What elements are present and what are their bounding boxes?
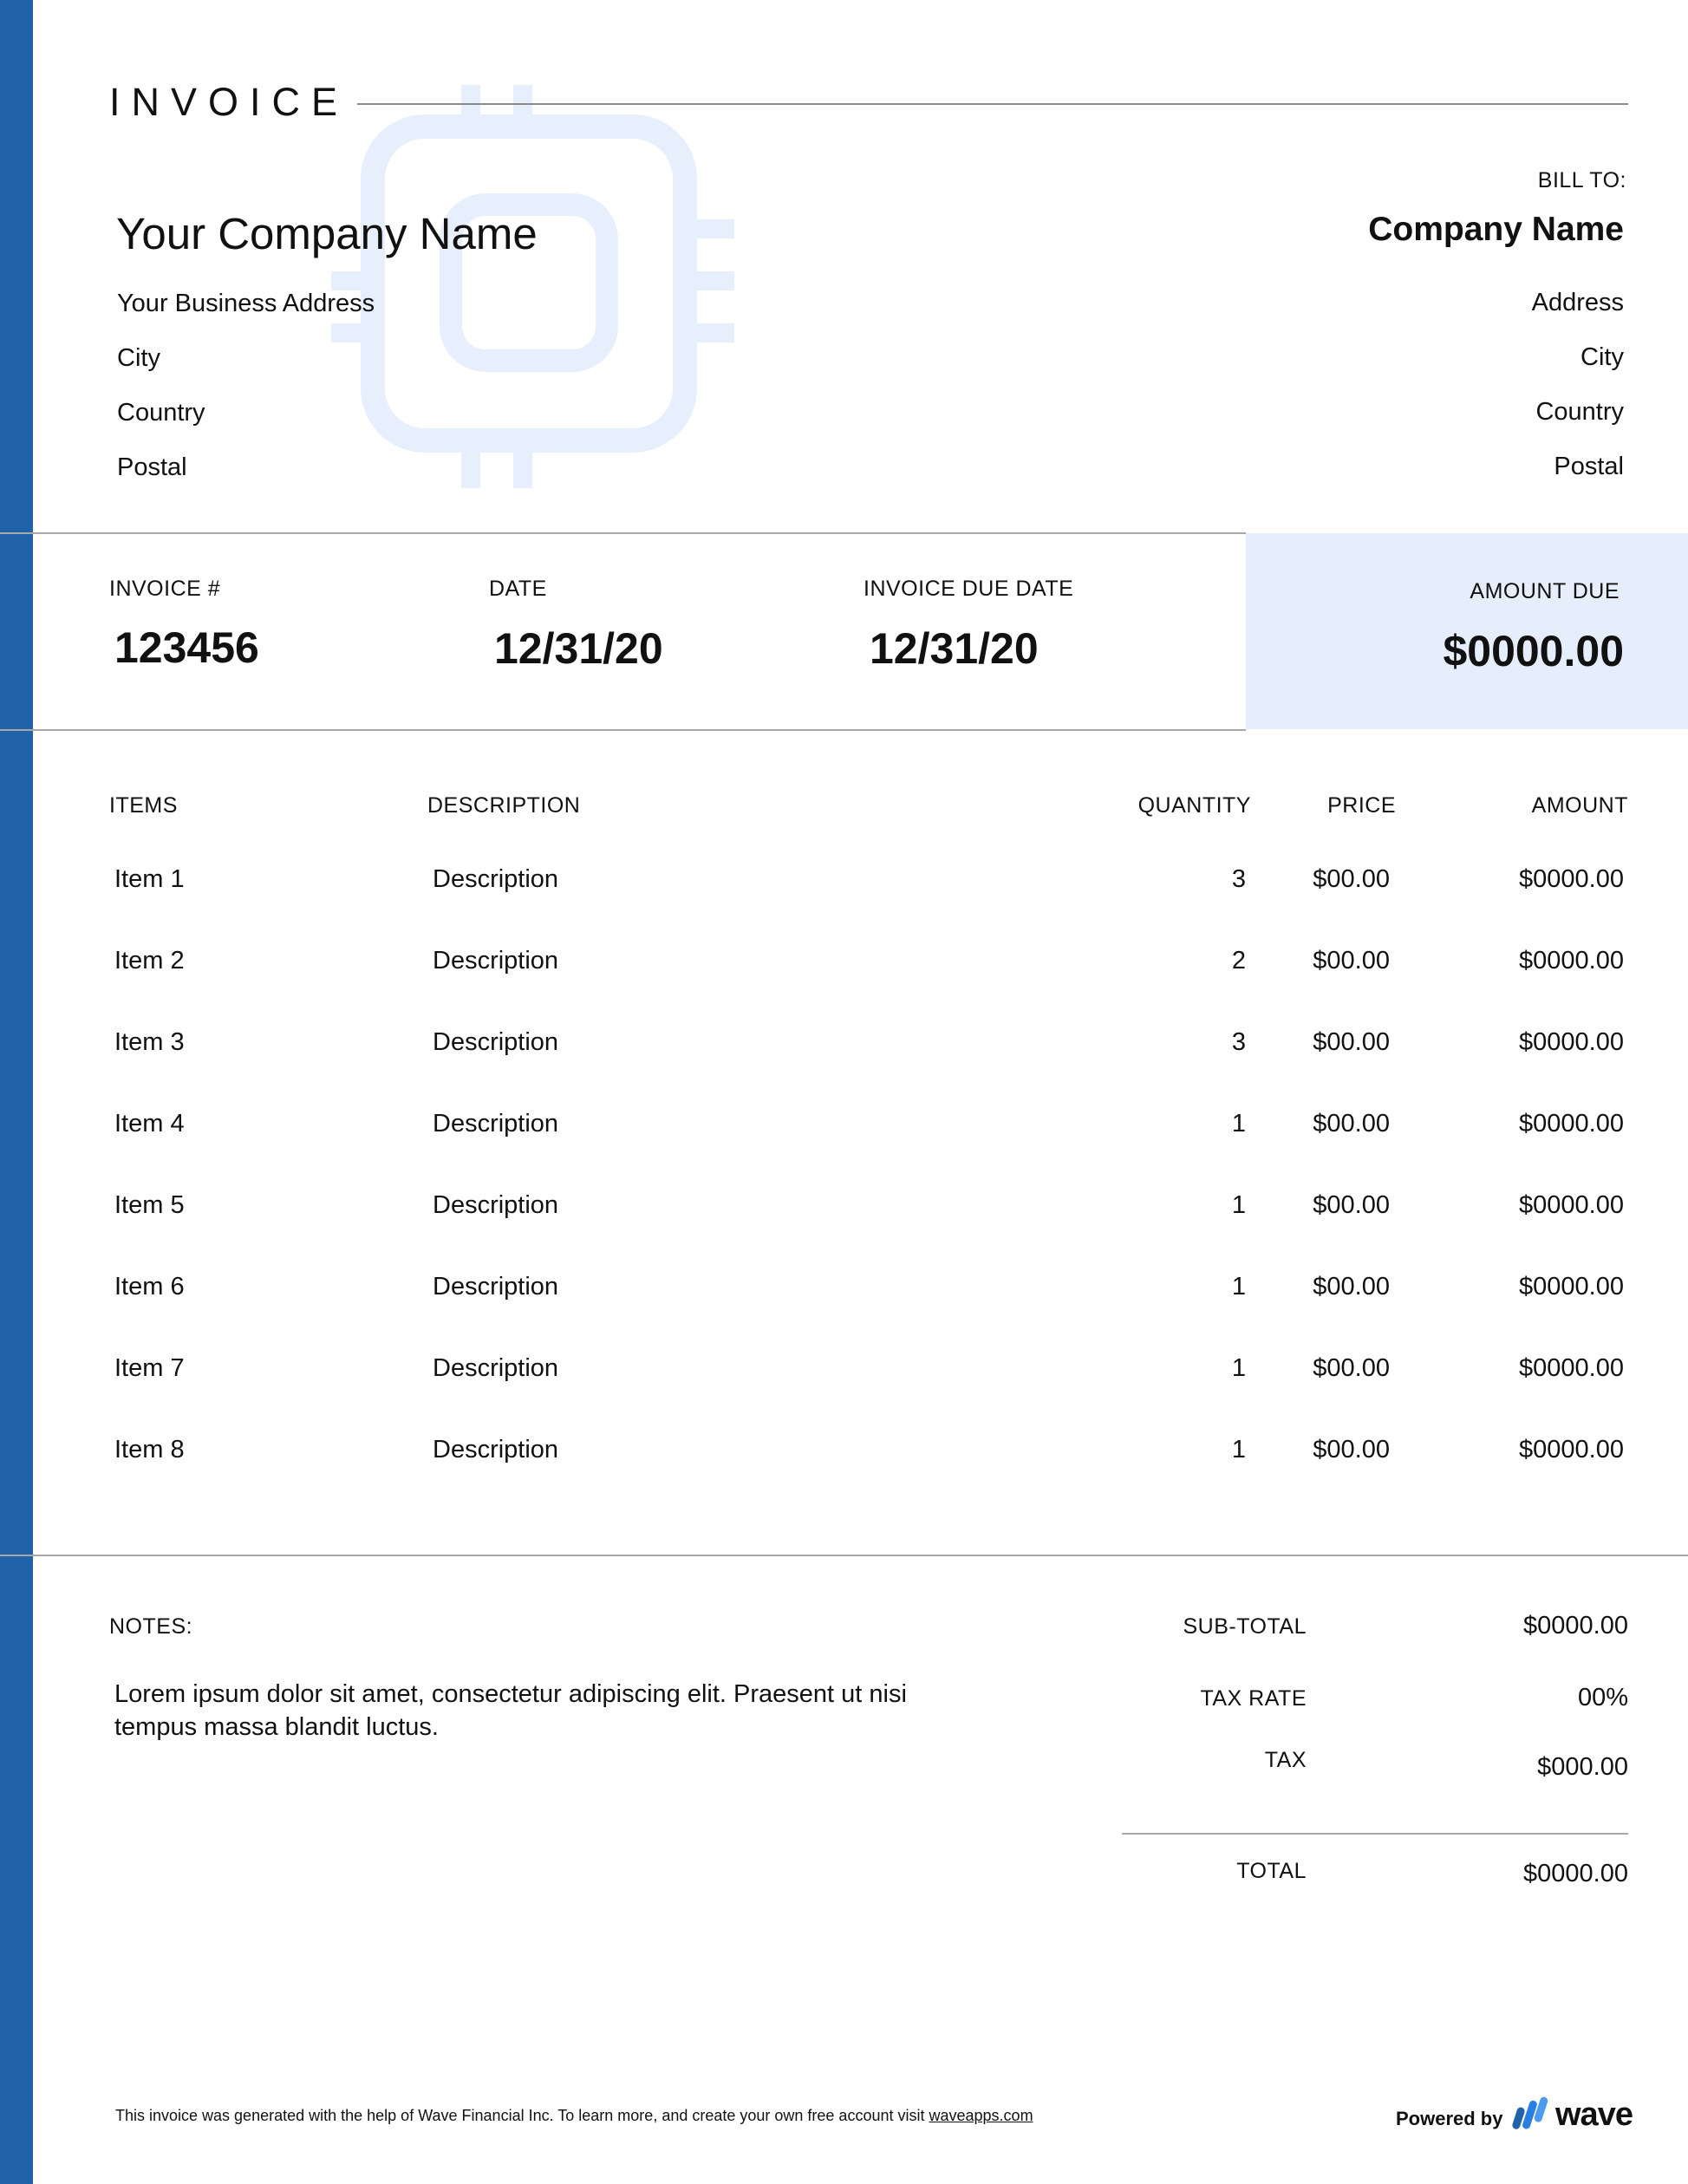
tax-label: TAX bbox=[1264, 1748, 1307, 1772]
amount-due-value: $0000.00 bbox=[1443, 627, 1624, 675]
row-item: Item 4 bbox=[114, 1110, 185, 1138]
notes-text: Lorem ipsum dolor sit amet, consectetur adipiscing elit. Praesent ut nisi tempus massa blandit luctus. bbox=[114, 1680, 907, 1741]
footer-disclaimer bbox=[115, 2107, 1033, 2125]
row-price: $00.00 bbox=[1313, 947, 1390, 975]
due-date-label: INVOICE DUE DATE bbox=[864, 577, 1074, 601]
row-item: Item 8 bbox=[114, 1436, 185, 1464]
row-description: Description bbox=[433, 865, 559, 893]
tax-rate-value: 00% bbox=[1577, 1684, 1628, 1711]
table-row bbox=[0, 865, 1688, 947]
row-item: Item 5 bbox=[114, 1191, 185, 1219]
tax-rate-label: TAX RATE bbox=[1200, 1686, 1307, 1711]
date-label: DATE bbox=[489, 577, 547, 601]
from-country: Country bbox=[117, 399, 205, 427]
row-description: Description bbox=[433, 947, 559, 975]
invoice-number: 123456 bbox=[114, 623, 259, 672]
row-amount: $0000.00 bbox=[1519, 1028, 1624, 1056]
col-description-header: DESCRIPTION bbox=[427, 793, 581, 818]
table-row bbox=[0, 1191, 1688, 1273]
row-quantity: 3 bbox=[1231, 865, 1246, 893]
row-quantity: 1 bbox=[1231, 1273, 1246, 1301]
table-row bbox=[0, 947, 1688, 1028]
row-quantity: 1 bbox=[1231, 1191, 1246, 1219]
row-price: $00.00 bbox=[1313, 1028, 1390, 1056]
row-price: $00.00 bbox=[1313, 1436, 1390, 1464]
row-price: $00.00 bbox=[1313, 1110, 1390, 1138]
row-price: $00.00 bbox=[1313, 1273, 1390, 1301]
table-row bbox=[0, 1028, 1688, 1110]
footer-disclaimer-text: This invoice was generated with the help of Wave Financial Inc. To learn more, and create your own free account visit bbox=[115, 2107, 925, 2124]
wave-logo-icon bbox=[1511, 2096, 1551, 2133]
wave-brand-wordmark: wave bbox=[1555, 2096, 1633, 2133]
row-item: Item 7 bbox=[114, 1354, 185, 1382]
row-amount: $0000.00 bbox=[1519, 1436, 1624, 1464]
waveapps-link[interactable]: waveapps.com bbox=[929, 2107, 1033, 2124]
row-amount: $0000.00 bbox=[1519, 1354, 1624, 1382]
from-address: Your Business Address bbox=[117, 290, 375, 317]
row-item: Item 1 bbox=[114, 865, 185, 893]
tax-value: $000.00 bbox=[1537, 1753, 1628, 1781]
table-row bbox=[0, 1436, 1688, 1517]
col-amount-header: AMOUNT bbox=[1531, 793, 1628, 818]
row-price: $00.00 bbox=[1313, 1191, 1390, 1219]
meta-top-rule bbox=[0, 532, 1246, 534]
row-item: Item 6 bbox=[114, 1273, 185, 1301]
table-row bbox=[0, 1273, 1688, 1354]
header-rule bbox=[357, 103, 1628, 105]
bill-to-country: Country bbox=[1535, 398, 1624, 426]
amount-due-label: AMOUNT DUE bbox=[1470, 579, 1620, 603]
row-quantity: 1 bbox=[1231, 1110, 1246, 1138]
row-amount: $0000.00 bbox=[1519, 1191, 1624, 1219]
subtotal-label: SUB-TOTAL bbox=[1183, 1614, 1307, 1639]
from-company-name: Your Company Name bbox=[116, 209, 538, 258]
row-item: Item 3 bbox=[114, 1028, 185, 1056]
meta-bottom-rule bbox=[0, 729, 1246, 731]
table-bottom-rule bbox=[0, 1555, 1688, 1556]
row-quantity: 1 bbox=[1231, 1436, 1246, 1464]
row-quantity: 2 bbox=[1231, 947, 1246, 975]
col-price-header: PRICE bbox=[1327, 793, 1396, 818]
due-date: 12/31/20 bbox=[870, 624, 1039, 673]
col-quantity-header: QUANTITY bbox=[1137, 793, 1251, 818]
row-description: Description bbox=[433, 1110, 559, 1138]
row-amount: $0000.00 bbox=[1519, 865, 1624, 893]
notes-label: NOTES: bbox=[109, 1614, 193, 1639]
bill-to-label: BILL TO: bbox=[1537, 168, 1626, 192]
row-price: $00.00 bbox=[1313, 1354, 1390, 1382]
totals-rule bbox=[1122, 1833, 1628, 1835]
col-items-header: ITEMS bbox=[109, 793, 178, 818]
row-amount: $0000.00 bbox=[1519, 1273, 1624, 1301]
row-description: Description bbox=[433, 1436, 559, 1464]
from-postal: Postal bbox=[117, 453, 187, 481]
powered-by-label: Powered by bbox=[1396, 2108, 1503, 2129]
subtotal-value: $0000.00 bbox=[1523, 1612, 1628, 1640]
row-quantity: 1 bbox=[1231, 1354, 1246, 1382]
row-quantity: 3 bbox=[1231, 1028, 1246, 1056]
bill-to-postal: Postal bbox=[1554, 453, 1624, 480]
total-label: TOTAL bbox=[1236, 1859, 1307, 1883]
invoice-number-label: INVOICE # bbox=[109, 577, 221, 601]
row-amount: $0000.00 bbox=[1519, 1110, 1624, 1138]
bill-to-company-name: Company Name bbox=[1368, 211, 1624, 248]
chip-icon bbox=[331, 85, 734, 488]
from-city: City bbox=[117, 344, 160, 372]
row-item: Item 2 bbox=[114, 947, 185, 975]
table-row bbox=[0, 1110, 1688, 1191]
invoice-date: 12/31/20 bbox=[494, 624, 663, 673]
bill-to-city: City bbox=[1580, 343, 1624, 371]
invoice-title: INVOICE bbox=[109, 80, 349, 124]
row-description: Description bbox=[433, 1191, 559, 1219]
row-description: Description bbox=[433, 1028, 559, 1056]
bill-to-address: Address bbox=[1531, 289, 1624, 316]
row-description: Description bbox=[433, 1273, 559, 1301]
row-amount: $0000.00 bbox=[1519, 947, 1624, 975]
total-value: $0000.00 bbox=[1523, 1860, 1628, 1887]
table-row bbox=[0, 1354, 1688, 1436]
row-description: Description bbox=[433, 1354, 559, 1382]
row-price: $00.00 bbox=[1313, 865, 1390, 893]
